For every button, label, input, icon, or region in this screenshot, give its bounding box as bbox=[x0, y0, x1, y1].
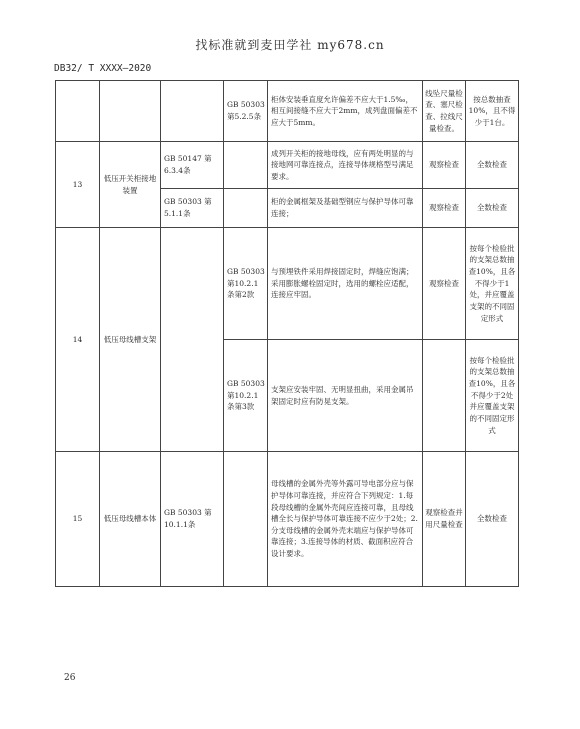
table-row bbox=[56, 228, 519, 340]
requirement-text: 柜体安装垂直度允许偏差不应大于1.5‰，相互间接缝不应大于2mm，成列盘面偏差不应大于5mm。 bbox=[268, 81, 423, 142]
item-name: 低压母线槽支架 bbox=[100, 228, 161, 452]
inspection-method: 观察检查 bbox=[423, 228, 466, 340]
row-cell-empty bbox=[423, 340, 466, 452]
inspection-quantity: 按总数抽查10%，且不得少于1台。 bbox=[466, 81, 519, 142]
standard-ref: GB 50303 第10.2.1条第2款 bbox=[224, 228, 268, 340]
item-name: 低压开关柜接地装置 bbox=[100, 142, 161, 228]
standard-ref: GB 50303 第10.2.1条第3款 bbox=[224, 340, 268, 452]
inspection-table bbox=[55, 80, 519, 587]
page-number: 26 bbox=[64, 673, 76, 683]
row-cell-empty bbox=[56, 81, 100, 142]
inspection-quantity: 全数检查 bbox=[466, 452, 519, 587]
inspection-method: 线坠尺量检查、塞尺检查、拉线尺量检查。 bbox=[423, 81, 466, 142]
inspection-quantity: 按每个检验批的支架总数抽查10%，且各不得少于1处，并应覆盖支架的不同固定形式 bbox=[466, 228, 519, 340]
requirement-text: 支架应安装牢固、无明显扭曲，采用金属吊架固定时应有防晃支架。 bbox=[268, 340, 423, 452]
inspection-quantity: 按每个检验批的支架总数抽查10%，且各不得少于2处并应覆盖支架的不同固定形式 bbox=[466, 340, 519, 452]
standard-ref: GB 50303 第5.2.5条 bbox=[224, 81, 268, 142]
item-number: 13 bbox=[56, 142, 100, 228]
row-cell-empty bbox=[161, 81, 224, 142]
requirement-text: 与预埋铁件采用焊接固定时，焊缝应饱满；采用膨胀螺栓固定时，选用的螺栓应适配，连接应牢固。 bbox=[268, 228, 423, 340]
table-row bbox=[56, 81, 519, 142]
inspection-quantity: 全数检查 bbox=[466, 189, 519, 228]
requirement-text: 成列开关柜的接地母线，应有两处明显的与接地网可靠连接点，连接导体规格型号满足要求。 bbox=[268, 142, 423, 189]
item-number: 15 bbox=[56, 452, 100, 587]
row-cell-empty bbox=[161, 228, 224, 452]
row-cell-empty bbox=[100, 81, 161, 142]
item-number: 14 bbox=[56, 228, 100, 452]
row-cell-empty bbox=[224, 452, 268, 587]
requirement-text: 柜的金属框架及基础型钢应与保护导体可靠连接； bbox=[268, 189, 423, 228]
table-row bbox=[56, 142, 519, 189]
table-row bbox=[56, 452, 519, 587]
standard-ref: GB 50303 第5.1.1条 bbox=[161, 189, 224, 228]
inspection-method: 观察检查并用尺量检查 bbox=[423, 452, 466, 587]
requirement-text: 母线槽的金属外壳等外露可导电部分应与保护导体可靠连接，并应符合下列规定：1.每段母线槽的金属外壳间应连接可靠，且母线槽全长与保护导体可靠连接不应少于2处；2.分支母线槽的金属外壳末端应与保护导体可靠连接；3.连接导体的材质、截面积应符合设计要求。 bbox=[268, 452, 423, 587]
row-cell-empty bbox=[224, 189, 268, 228]
inspection-method: 观察检查 bbox=[423, 142, 466, 189]
standard-ref: GB 50303 第10.1.1条 bbox=[161, 452, 224, 587]
page-header-title: 找标准就到麦田学社 my678.cn bbox=[195, 38, 385, 52]
inspection-method: 观察检查 bbox=[423, 189, 466, 228]
row-cell-empty bbox=[224, 142, 268, 189]
inspection-quantity: 全数检查 bbox=[466, 142, 519, 189]
standard-ref: GB 50147 第6.3.4条 bbox=[161, 142, 224, 189]
document-id: DB32/ T XXXX—2020 bbox=[54, 63, 152, 74]
item-name: 低压母线槽本体 bbox=[100, 452, 161, 587]
